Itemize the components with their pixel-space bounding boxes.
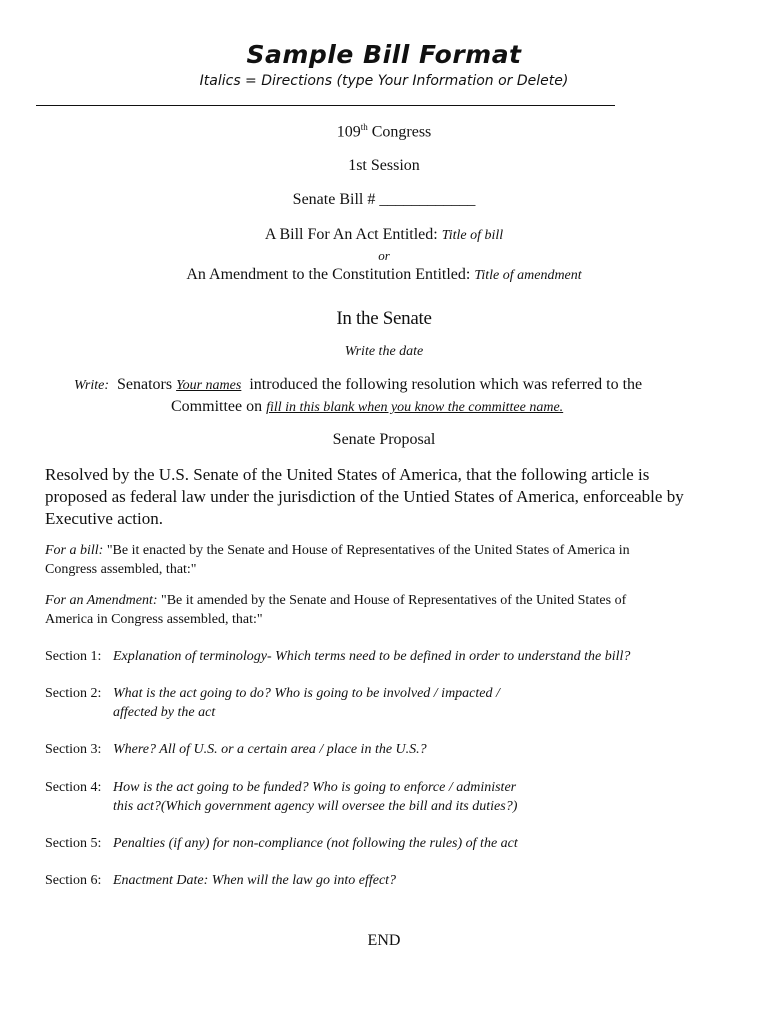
amendment-title-line — [0, 266, 768, 284]
section-3 — [45, 742, 427, 758]
intro-line-2 — [171, 398, 563, 416]
section-label: Section 5: — [45, 836, 102, 851]
section-2-continued: affected by the act — [113, 705, 216, 720]
section-label: Section 4: — [45, 780, 102, 795]
for-amendment-line-1 — [45, 593, 626, 609]
or-separator: or — [378, 248, 390, 263]
congress-line — [0, 122, 768, 141]
senator-names-hint: Your names — [176, 378, 242, 393]
section-text: Enactment Date: When will the law go into effect? — [113, 873, 397, 888]
write-label: Write: — [74, 378, 109, 393]
section-text: Where? All of U.S. or a certain area / place in the U.S.? — [113, 742, 427, 757]
amendment-title-hint: Title of amendment — [474, 268, 582, 283]
for-amendment-label: For an Amendment: — [45, 593, 158, 608]
section-5 — [45, 836, 518, 852]
intro-line-1 — [74, 376, 642, 394]
bill-label: A Bill For An Act Entitled: — [264, 226, 438, 243]
for-bill-line-1 — [45, 543, 630, 559]
section-6 — [45, 873, 396, 889]
section-text: Explanation of terminology- Which terms need to be defined in order to understand the bill? — [113, 649, 631, 664]
senate-proposal-heading: Senate Proposal — [332, 431, 436, 448]
section-label: Section 2: — [45, 686, 102, 701]
session-line: 1st Session — [348, 157, 420, 174]
directions-subtitle: Italics = Directions (type Your Information or Delete) — [199, 73, 569, 89]
section-4 — [45, 780, 516, 796]
section-text: How is the act going to be funded? Who is going to enforce / administer — [113, 780, 517, 795]
resolved-line-3: Executive action. — [45, 509, 164, 528]
for-amendment-line-2: America in Congress assembled, that:" — [45, 612, 263, 627]
congress-suffix: th — [360, 122, 368, 132]
for-bill-label: For a bill: — [45, 543, 104, 558]
for-amendment-text: "Be it amended by the Senate and House of Representatives of the United States of — [161, 593, 627, 608]
senate-bill-number: Senate Bill # ____________ — [292, 191, 476, 208]
committee-name-hint: fill in this blank when you know the committee name. — [266, 400, 564, 415]
bill-title-hint: Title of bill — [441, 228, 504, 243]
congress-word: Congress — [371, 123, 432, 141]
for-bill-text: "Be it enacted by the Senate and House of Representatives of the United States of America in — [106, 543, 630, 558]
section-1 — [45, 649, 630, 665]
for-bill-line-2: Congress assembled, that:" — [45, 562, 197, 577]
header-divider — [36, 105, 615, 106]
resolved-line-2: proposed as federal law under the jurisdiction of the Untied States of America, enforceable by — [45, 487, 684, 506]
intro-text: introduced the following resolution which was referred to the — [249, 376, 643, 393]
section-label: Section 1: — [45, 649, 102, 664]
section-4-continued: this act?(Which government agency will oversee the bill and its duties?) — [113, 799, 518, 814]
bill-title-line — [0, 226, 768, 244]
committee-on: Committee on — [171, 398, 263, 415]
in-the-senate-heading: In the Senate — [336, 308, 432, 329]
end-marker: END — [367, 932, 401, 949]
page-title: Sample Bill Format — [246, 40, 522, 69]
section-text: What is the act going to do? Who is going to be involved / impacted / — [113, 686, 500, 701]
section-label: Section 3: — [45, 742, 102, 757]
resolved-line-1: Resolved by the U.S. Senate of the United States of America, that the following article is — [45, 465, 650, 484]
amendment-label: An Amendment to the Constitution Entitled: — [186, 266, 471, 283]
write-date-hint: Write the date — [344, 344, 424, 359]
section-2 — [45, 686, 500, 702]
section-label: Section 6: — [45, 873, 102, 888]
congress-number: 109 — [336, 123, 361, 141]
section-text: Penalties (if any) for non-compliance (not following the rules) of the act — [113, 836, 518, 851]
senators-word: Senators — [117, 376, 173, 393]
